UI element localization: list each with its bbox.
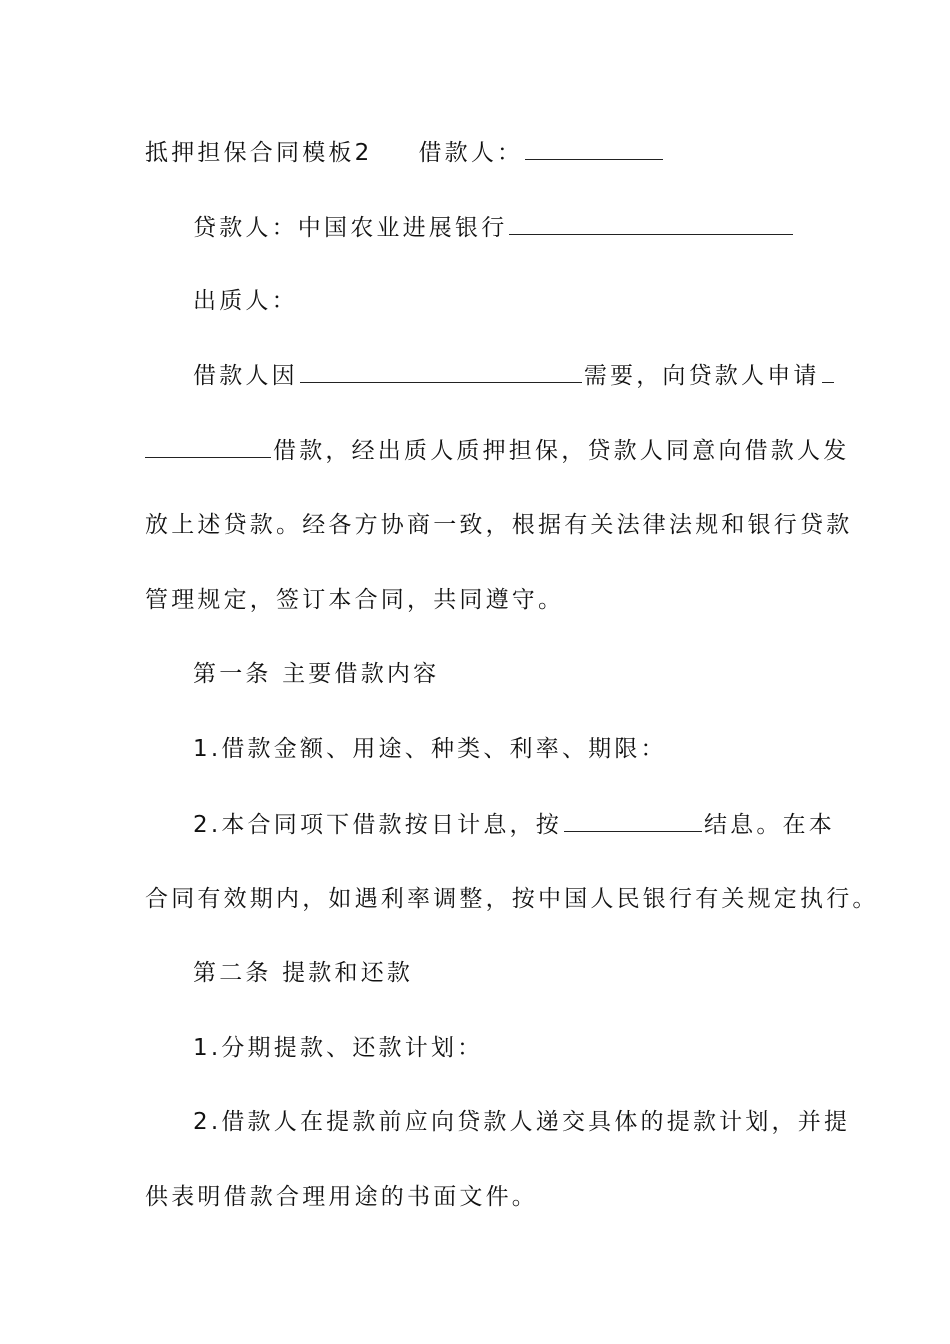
article2-item1-text: 1.分期提款、还款计划：	[193, 1035, 484, 1061]
para1-line1	[193, 360, 820, 391]
amount-blank-end	[145, 435, 271, 458]
para1-text-d: 放上述贷款。经各方协商一致，根据有关法律法规和银行贷款	[145, 512, 853, 538]
purpose-blank	[300, 360, 582, 383]
lender-line	[193, 212, 810, 243]
article1-item1	[193, 734, 810, 764]
article1-item2-text-c: 合同有效期内，如遇利率调整，按中国人民银行有关规定执行。	[145, 886, 879, 912]
para1-line2	[145, 435, 850, 466]
para1-line3	[145, 510, 853, 540]
article2-item1	[193, 1033, 810, 1063]
lender-blank	[509, 212, 793, 235]
article1-item2-text-b: 结息。在本	[703, 812, 835, 838]
para1-line4	[145, 585, 810, 615]
borrower-label: 借款人：	[418, 140, 524, 166]
article1-title	[193, 659, 810, 689]
lender-label: 贷款人：中国农业进展银行	[193, 215, 508, 241]
article2-item2	[193, 1107, 851, 1137]
document-title: 抵押担保合同模板2	[145, 140, 373, 166]
article1-item1-text: 1.借款金额、用途、种类、利率、期限：	[193, 736, 667, 762]
article1-item2-text-a: 2.本合同项下借款按日计息，按	[193, 812, 562, 838]
para1-text-e: 管理规定，签订本合同，共同遵守。	[145, 587, 565, 613]
article2-title	[193, 958, 810, 988]
pledgor-label: 出质人：	[193, 288, 298, 314]
article2-item2-text-a: 2.借款人在提款前应向贷款人递交具体的提款计划，并提	[193, 1109, 851, 1135]
settlement-blank	[564, 809, 702, 832]
borrower-blank	[525, 137, 663, 160]
amount-blank-start	[822, 360, 834, 383]
article2-heading: 第二条 提款和还款	[193, 960, 414, 986]
para1-text-b: 需要，向贷款人申请	[583, 363, 820, 389]
article1-item2-line2	[145, 884, 879, 914]
pledgor-line	[193, 286, 810, 316]
article2-item2-text-b: 供表明借款合理用途的书面文件。	[145, 1184, 538, 1210]
para1-text-c: 借款，经出质人质押担保，贷款人同意向借款人发	[273, 438, 850, 464]
article2-item2-line2	[145, 1182, 810, 1212]
title-line	[145, 137, 810, 168]
article1-heading: 第一条 主要借款内容	[193, 661, 440, 687]
para1-text-a: 借款人因	[193, 363, 298, 389]
article1-item2	[193, 809, 835, 840]
